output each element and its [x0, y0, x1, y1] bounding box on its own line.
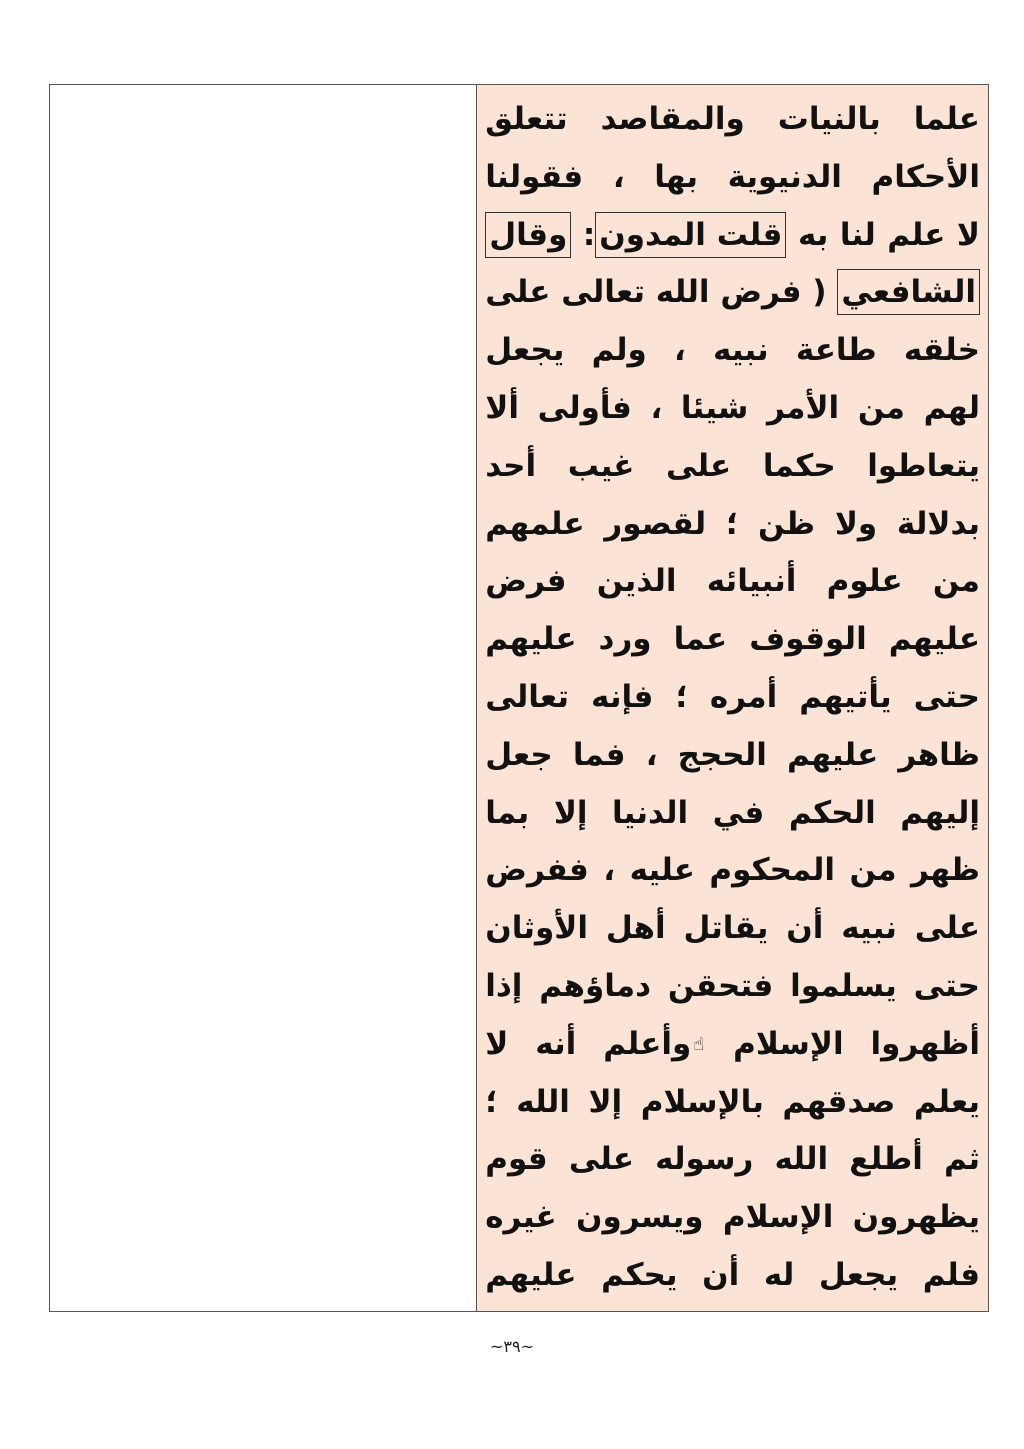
blank-cell: [50, 85, 477, 1311]
text-line-2: الأحكام الدنيوية بها ، فقولنا: [485, 158, 980, 195]
text-line-8: بدلالة ولا ظن ؛ لقصور علمهم: [485, 505, 980, 542]
text-span: وأعلم أنه لا: [485, 1025, 692, 1062]
text-span: لا علم لنا به: [786, 216, 980, 253]
text-line-1: علما بالنيات والمقاصد تتعلق: [485, 101, 980, 137]
text-line-18: يعلم صدقهم بالإسلام إلا الله ؛: [485, 1083, 980, 1120]
text-line-21: فلم يجعل له أن يحكم عليهم: [485, 1256, 980, 1293]
text-cell: [477, 85, 988, 1311]
text-line-16: حتى يسلموا فتحقن دماؤهم إذا: [485, 967, 980, 1004]
text-line-20: يظهرون الإسلام ويسرون غيره: [485, 1199, 980, 1236]
text-line-13: إليهم الحكم في الدنيا إلا بما: [485, 794, 980, 831]
text-span: ( فرض الله تعالى على: [485, 274, 838, 311]
boxed-term-mudawwin: قلت المدون: [595, 212, 786, 258]
text-span: :: [571, 216, 596, 253]
text-line-9: من علوم أنبيائه الذين فرض: [485, 563, 980, 600]
text-line-5: خلقه طاعة نبيه ، ولم يجعل: [485, 332, 980, 369]
text-line-3: [485, 207, 980, 265]
text-line-10: عليهم الوقوف عما ورد عليهم: [485, 621, 980, 658]
text-line-6: لهم من الأمر شيئا ، فأولى ألا: [485, 389, 980, 426]
page-number: ~٣٩~: [490, 1337, 534, 1356]
text-line-19: ثم أطلع الله رسوله على قوم: [485, 1141, 980, 1178]
text-line-11: حتى يأتيهم أمره ؛ فإنه تعالى: [485, 678, 980, 715]
text-line-4: [485, 264, 980, 322]
boxed-term-shafii: الشافعي: [837, 269, 980, 315]
text-line-17: [485, 1016, 980, 1074]
text-span: أظهروا الإسلام: [706, 1025, 980, 1062]
text-line-12: ظاهر عليهم الحجج ، فما جعل: [485, 736, 980, 773]
text-line-7: يتعاطوا حكما على غيب أحد: [485, 447, 980, 484]
pointing-hand-icon: ☝: [693, 1034, 705, 1056]
page-table: [49, 84, 989, 1312]
text-line-15: على نبيه أن يقاتل أهل الأوثان: [485, 910, 980, 947]
boxed-term-qal: وقال: [485, 212, 571, 258]
text-line-14: ظهر من المحكوم عليه ، ففرض: [485, 852, 980, 889]
